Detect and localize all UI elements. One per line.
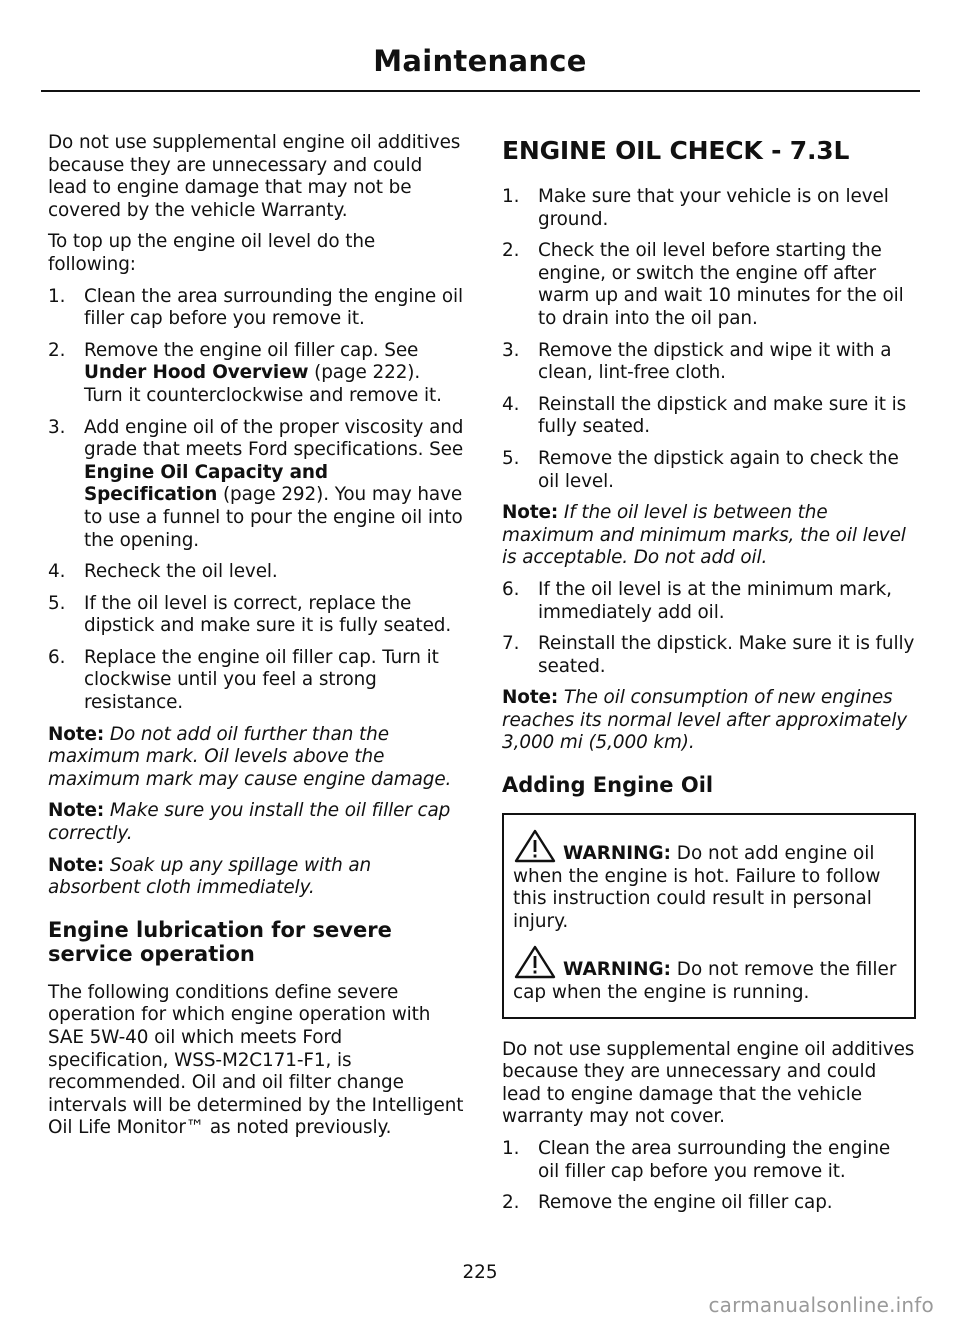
step-number: 4. [502,393,520,415]
note-text: Do not add oil further than the maximum mark. Oil levels above the maximum mark may cause engine damage. [48,723,452,790]
list-item [502,340,916,385]
step-text: Make sure that your vehicle is on level ground. [538,186,889,230]
topup-steps [48,286,464,715]
topup-intro: To top up the engine oil level do the following: [48,231,376,275]
step-text: Remove the engine oil filler cap. See [84,339,419,361]
list-item [48,561,464,584]
step-text: If the oil level is correct, replace the dipstick and make sure it is fully seated. [84,592,452,637]
step-number: 6. [48,646,66,668]
note-label: Note: [502,502,559,524]
list-item [502,448,916,493]
step-number: 2. [502,1192,520,1214]
note [502,687,916,755]
step-number: 5. [502,447,520,469]
note-label: Note: [48,800,105,822]
warning-label: WARNING: [563,843,671,865]
step-text: Check the oil level before starting the engine, or switch the engine off after warm up and wait 10 minutes for the oil to drain into the oil pan. [538,240,904,329]
list-item [502,240,916,330]
severe-service-heading: Engine lubrication for severe service operation [48,917,392,966]
list-item [502,394,916,439]
cross-reference-link[interactable]: Engine Oil Capacity and Specification [84,461,328,506]
note-text: Soak up any spillage with an absorbent cloth immediately. [48,854,372,899]
list-item [48,647,464,715]
warning-triangle-icon [513,945,557,979]
step-text: Recheck the oil level. [84,561,278,583]
oil-check-steps-continued [502,579,916,678]
step-number: 5. [48,592,66,614]
step-number: 3. [502,339,520,361]
adding-oil-heading: Adding Engine Oil [502,773,714,798]
step-number: 2. [502,240,520,262]
warning-triangle-icon [513,829,557,863]
note [502,502,916,570]
list-item [502,633,916,678]
note-text: Make sure you install the oil filler cap correctly. [48,800,451,845]
step-text: Clean the area surrounding the engine oil filler cap before you remove it. [84,285,464,330]
oil-check-steps [502,186,916,493]
step-text: Reinstall the dipstick and make sure it is fully seated. [538,393,907,438]
step-text: Remove the engine oil filler cap. [538,1192,833,1214]
header-divider [41,90,920,92]
warning-box [502,813,916,1019]
section-title: ENGINE OIL CHECK - 7.3L [502,136,850,165]
right-column [502,136,916,1224]
list-item [48,286,464,331]
warning-item [513,829,906,933]
note-label: Note: [48,854,105,876]
step-text: Remove the dipstick and wipe it with a clean, lint-free cloth. [538,339,892,384]
list-item [502,186,916,231]
watermark: carmanualsonline.info [708,1293,934,1317]
step-number: 1. [48,285,66,307]
note-label: Note: [48,723,105,745]
step-text: Clean the area surrounding the engine oil filler cap before you remove it. [538,1138,891,1182]
page-title: Maintenance [373,44,587,78]
step-text: Replace the engine oil filler cap. Turn it clockwise until you feel a strong resistance. [84,646,439,714]
list-item [502,1138,916,1183]
severe-service-paragraph: The following conditions define severe operation for which engine operation with SAE 5W-40 oil which meets Ford specification, WSS-M2C171-F1, is recommended. Oil and oil filter change intervals will be determined by the Intelligent Oil Life Monitor™ as noted previously. [48,981,464,1139]
cross-reference-link[interactable]: Under Hood Overview [84,362,309,384]
step-text: Reinstall the dipstick. Make sure it is fully seated. [538,633,915,677]
page-number: 225 [462,1262,498,1283]
step-number: 6. [502,578,520,600]
list-item [502,1192,916,1215]
step-text: If the oil level is at the minimum mark, immediately add oil. [538,578,892,623]
step-number: 1. [502,186,520,207]
intro-paragraph: Do not use supplemental engine oil additives because they are unnecessary and could lead to engine damage that may not be covered by the vehicle Warranty. [48,132,461,221]
note [48,800,464,845]
note [48,724,464,792]
step-text: (page 222). Turn it counterclockwise and remove it. [84,362,442,406]
step-text: Add engine oil of the proper viscosity and grade that meets Ford specifications. See [84,416,464,461]
note-text: If the oil level is between the maximum and minimum marks, the oil level is acceptable. Do not add oil. [502,502,906,569]
note-text: The oil consumption of new engines reaches its normal level after approximately 3,000 mi (5,000 km). [502,687,907,754]
list-item [48,340,464,408]
warning-label: WARNING: [563,959,671,981]
list-item [48,417,464,553]
list-item [48,593,464,638]
warning-item [513,945,906,1004]
left-column [48,132,464,1149]
step-number: 3. [48,416,66,438]
list-item [502,579,916,624]
warning-text: Do not remove the filler cap when the engine is running. [513,959,897,1004]
adding-oil-steps [502,1138,916,1215]
step-text: (page 292). You may have to use a funnel to pour the engine oil into the opening. [84,484,463,551]
adding-oil-paragraph: Do not use supplemental engine oil additives because they are unnecessary and could lead to engine damage that the vehicle warranty may not cover. [502,1038,915,1128]
step-text: Remove the dipstick again to check the oil level. [538,447,899,492]
warning-text: Do not add engine oil when the engine is hot. Failure to follow this instruction could result in personal injury. [513,843,881,932]
step-number: 1. [502,1138,520,1159]
note [48,855,464,900]
step-number: 4. [48,561,66,583]
step-number: 2. [48,339,66,361]
step-number: 7. [502,633,520,655]
note-label: Note: [502,687,559,709]
